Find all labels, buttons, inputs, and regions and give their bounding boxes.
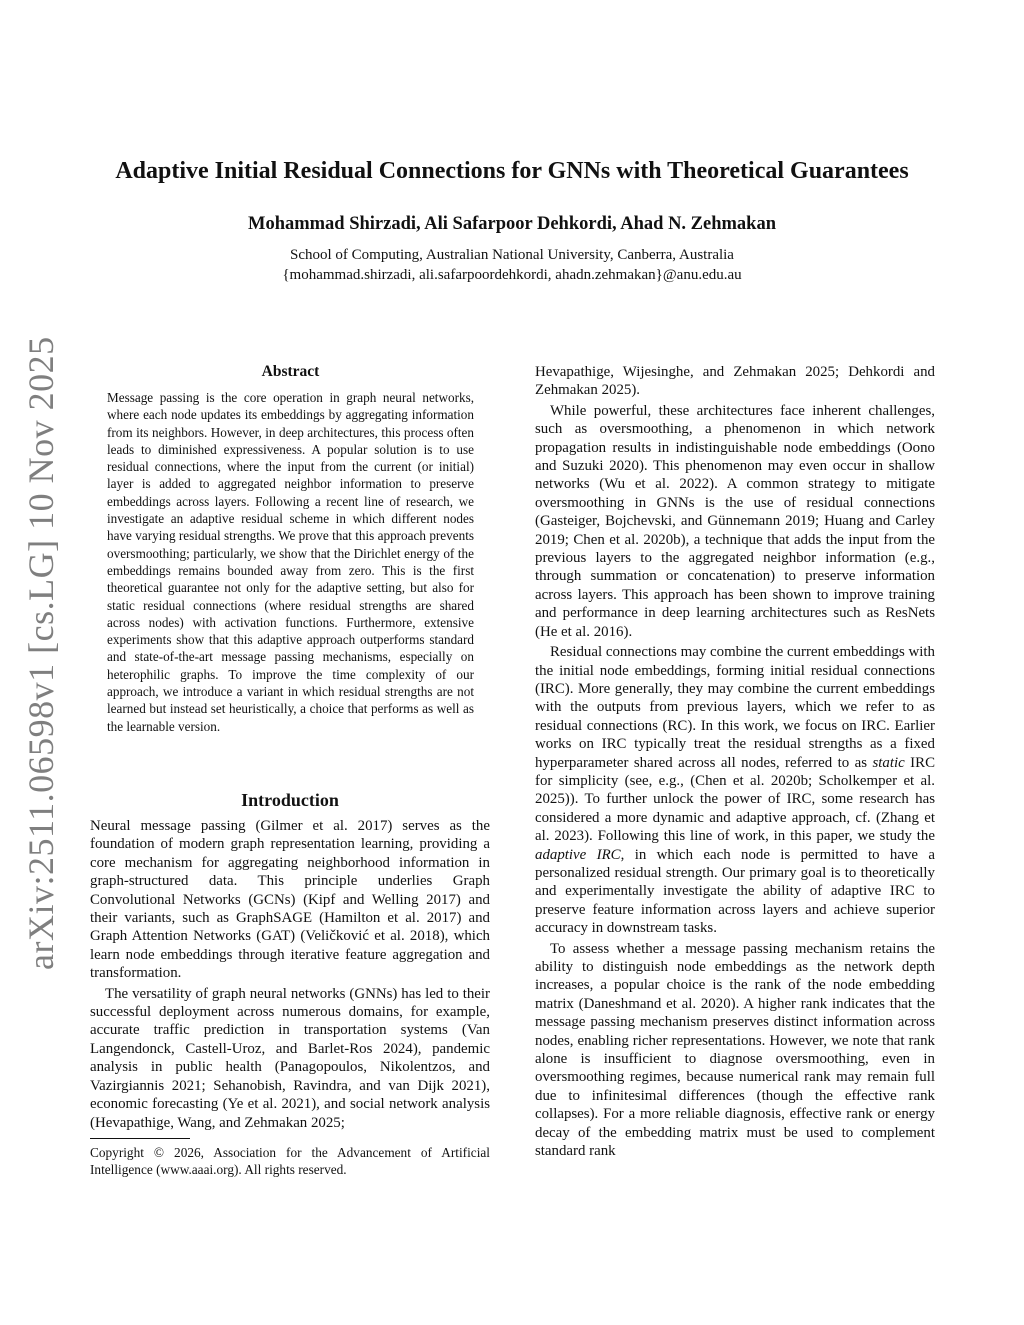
arxiv-identifier: arXiv:2511.06598v1 [cs.LG] 10 Nov 2025	[21, 336, 61, 970]
para2-text-b: IRC for simplicity (see, e.g., (Chen et al. 2020b; Scholkemper et al. 2025)). To further unlock the power of IRC, some research has considered a more dynamic and adaptive approach, cf. (Zhang et al. 2023). Following this line of work, in this paper, we study the	[535, 754, 935, 845]
adaptive-irc-term: adaptive IRC	[535, 846, 621, 863]
para2-text-a: Residual connections may combine the current embeddings with the initial node embeddings, forming initial residual connections (IRC). More generally, they may combine the current embeddings with the outputs from previous layers, which we refer to as residual connections (RC). In this work, we focus on IRC. Earlier works on IRC typically treat the residual strengths as a fixed hyperparameter shared across all nodes, referred to as	[535, 644, 935, 771]
author-emails: {mohammad.shirzadi, ali.safarpoordehkordi, ahadn.zehmakan}@anu.edu.au	[282, 267, 742, 283]
intro-paragraph-2: The versatility of graph neural networks (GNNs) has led to their successful deployment across numerous domains, for example, accurate traffic prediction in transportation systems (Van Langendonck, Castell-Uroz, and Barlet-Ros 2024), pandemic analysis in public health (Panagopoulos, Nikolentzos, and Vazirgiannis 2021; Sehanobish, Ravindra, and van Dijk 2021), economic forecasting (Ye et al. 2021), and social network analysis (Hevapathige, Wang, and Zehmakan 2025;	[90, 985, 490, 1131]
affiliation-block	[0, 245, 1024, 285]
copyright-text: Copyright © 2026, Association for the Advancement of Artificial Intelligence (www.aaai.org). All rights reserved.	[90, 1145, 490, 1177]
abstract-section	[107, 363, 474, 735]
right-paragraph-2	[535, 643, 935, 938]
author-list: Mohammad Shirzadi, Ali Safarpoor Dehkordi, Ahad N. Zehmakan	[247, 214, 777, 234]
para2-text-c: , in which each node is permitted to have a personalized residual strength. Our primary goal is to theoretically and experimentally investigate the ability of adaptive IRC to preserve feature information across layers and achieve superior accuracy in downstream tasks.	[535, 846, 936, 937]
abstract-heading: Abstract	[261, 363, 320, 380]
introduction-heading: Introduction	[241, 790, 339, 810]
intro-paragraph-1: Neural message passing (Gilmer et al. 2017) serves as the foundation of modern graph representation learning, providing a core mechanism for aggregating neighborhood information in graph-structured data. This principle underlies Graph Convolutional Networks (GCNs) (Kipf and Welling 2017) and their variants, such as GraphSAGE (Hamilton et al. 2017) and Graph Attention Networks (GAT) (Veličković et al. 2018), which learn node embeddings through iterative feature aggregation and transformation.	[90, 818, 490, 982]
right-paragraph-0: Hevapathige, Wijesinghe, and Zehmakan 2025; Dehkordi and Zehmakan 2025).	[535, 364, 935, 399]
paper-title: Adaptive Initial Residual Connections for GNNs with Theoretical Guarantees	[115, 158, 909, 184]
abstract-text: Message passing is the core operation in graph neural networks, where each node updates its embeddings by aggregating information from its neighbors. However, in deep architectures, this process often leads to diminished expressiveness. A popular solution is to use residual connections, where the input from the current (or initial) layer is added to aggregated neighbor information to preserve embeddings across layers. Following a recent line of research, we investigate an adaptive residual scheme in which different nodes have varying residual strengths. We prove that this approach prevents oversmoothing; particularly, we show that the Dirichlet energy of the embeddings remains bounded away from zero. This is the first theoretical guarantee not only for the adaptive setting, but also for static residual connections (where residual strengths are shared across nodes) with activation functions. Furthermore, extensive experiments show that this adaptive approach outperforms standard and state-of-the-art message passing mechanisms, especially on heterophilic graphs. To improve the time complexity of our approach, we introduce a variant in which residual strengths are not learned but instead set heuristically, a choice that performs as well as the learnable version.	[107, 390, 474, 734]
introduction-section	[90, 790, 490, 1132]
affiliation: School of Computing, Australian National University, Canberra, Australia	[290, 247, 734, 263]
right-column	[535, 363, 935, 1160]
right-paragraph-3: To assess whether a message passing mechanism retains the ability to distinguish node embeddings as the network depth increases, a popular choice is the rank of the node embedding matrix (Daneshmand et al. 2020). A higher rank indicates that the message passing mechanism preserves distinct information across nodes, enabling richer representations. However, we note that rank alone is insufficient to diagnose oversmoothing, even in oversmoothing regimes, because numerical rank may remain full due to infinitesimal differences (though the effective rank collapses). For a more reliable diagnosis, effective rank or energy decay of the embedding matrix must be used to complement standard rank	[535, 940, 935, 1160]
copyright-footnote	[90, 1138, 490, 1178]
footnote-rule	[90, 1138, 190, 1139]
static-term: static	[872, 754, 905, 771]
right-paragraph-1: While powerful, these architectures face inherent challenges, such as oversmoothing, a phenomenon in which network propagation results in indistinguishable node embeddings (Oono and Suzuki 2020). This phenomenon may even occur in shallow networks (Wu et al. 2022). A common strategy to mitigate oversmoothing in GNNs is the use of residual connections (Gasteiger, Bojchevski, and Günnemann 2019; Huang and Carley 2019; Chen et al. 2020b), a technique that adds the input from the previous layers to the aggregated neighbor information (e.g., through summation or concatenation) to preserve information across layers. This approach has been shown to improve training and performance in deep learning architectures such as ResNets (He et al. 2016).	[535, 402, 935, 640]
